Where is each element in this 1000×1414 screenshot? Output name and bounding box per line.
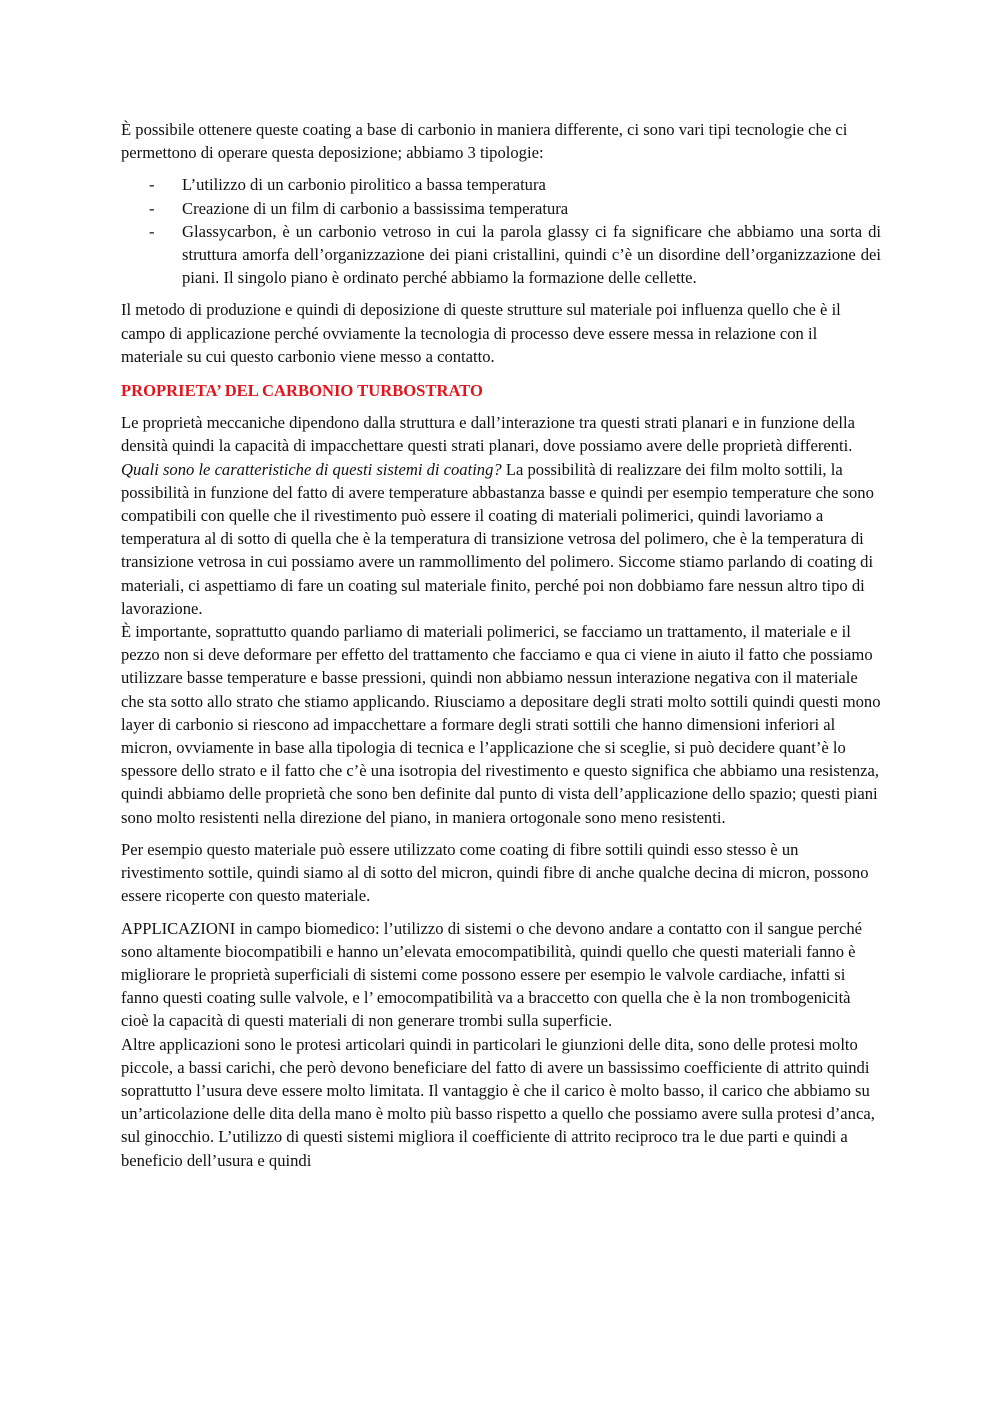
production-paragraph: Il metodo di produzione e quindi di deposizione di queste strutture sul materiale poi influenza quello che è il campo di applicazione perché ovviamente la tecnologia di processo deve essere messa in relazione con il materiale su cui questo carbonio viene messo a contatto. <box>121 300 841 366</box>
list-dash: - <box>149 175 155 195</box>
section-heading: PROPRIETA’ DEL CARBONIO TURBOSTRATO <box>121 381 483 401</box>
list-dash: - <box>149 198 155 218</box>
important-paragraph: È importante, soprattutto quando parliamo di materiali polimerici, se facciamo un trattamento, il materiale e il pezzo non si deve deformare per effetto del trattamento che facciamo e qua ci viene in aiuto il fatto che possiamo utilizzare basse temperature e basse pressioni, quindi non abbiamo nessun interazione negativa con il materiale che sta sotto allo strato che stiamo applicando. Riusciamo a depositare degli strati molto sottili quindi questi mono layer di carbonio si riescono ad impacchettare a formare degli strati sottili che hanno dimensioni inferiori al micron, ovviamente in base alla tipologia di tecnica e l’applicazione che si sceglie, si può decidere quant’è lo spessore dello strato e il fatto che c’è una isotropia del rivestimento e questo significa che abbiamo una resistenza, quindi abbiamo delle proprietà che sono ben definite dal punto di vista dell’applicazione dello spazio; questi piani sono molto resistenti nella direzione del piano, in maniera ortogonale sono meno resistenti. <box>121 622 881 827</box>
answer-text: La possibilità di realizzare dei film molto sottili, la possibilità in funzione del fatto di avere temperature abbastanza basse e quindi per esempio temperature che sono compatibili con quelle che il rivestimento può essere il coating di materiali polimerici, quindi lavoriamo a temperatura al di sotto di quella che è la temperatura di transizione vetrosa del polimero, che è la temperatura di transizione vetrosa in cui possiamo avere un rammollimento del polimero. Siccome stiamo parlando di coating di materiali, ci aspettiamo di fare un coating sul materiale finito, perché poi non dobbiamo fare nessun altro tipo di lavorazione. <box>121 459 874 618</box>
list-item-text: Creazione di un film di carbonio a bassissima temperatura <box>182 198 569 218</box>
question-paragraph <box>121 458 881 620</box>
applications-paragraph: APPLICAZIONI in campo biomedico: l’utilizzo di sistemi o che devono andare a contatto con il sangue perché sono altamente biocompatibili e hanno un’elevata emocompatibilità, quindi quello che questi materiali fanno è migliorare le proprietà superficiali di sistemi come possono essere per esempio le valvole cardiache, infatti si fanno questi coating sulle valvole, e l’ emocompatibilità va a braccetto con quella che è la non trombogenicità cioè la capacità di questi materiali di non generare trombi sulla superficie. <box>121 918 862 1031</box>
list-item-text: L’utilizzo di un carbonio pirolitico a bassa temperatura <box>182 175 546 195</box>
list-item-text: Glassycarbon, è un carbonio vetroso in cui la parola glassy ci fa significare che abbiamo una sorta di struttura amorfa dell’organizzazione dei piani cristallini, quindi c’è un disordine dell’organizzazione dei piani. Il singolo piano è ordinato perché abbiamo la formazione delle cellette. <box>182 221 881 288</box>
technology-list <box>121 173 881 289</box>
question-text: Quali sono le caratteristiche di questi sistemi di coating? <box>121 459 502 479</box>
list-item <box>121 197 881 220</box>
list-item <box>121 220 881 290</box>
other-applications-paragraph: Altre applicazioni sono le protesi articolari quindi in particolari le giunzioni delle dita, sono delle protesi molto piccole, a bassi carichi, che però devono beneficiare del fatto di avere un bassissimo coefficiente di attrito quindi soprattutto l’usura deve essere molto limitata. Il vantaggio è che il carico è molto basso, il carico che abbiamo su un’articolazione delle dita della mano è molto più basso rispetto a quello che possiamo avere sulla protesi d’anca, sul ginocchio. L’utilizzo di questi sistemi migliora il coefficiente di attrito reciproco tra le due parti e quindi a beneficio dell’usura e quindi <box>121 1034 875 1170</box>
list-dash: - <box>149 221 155 241</box>
properties-paragraph: Le proprietà meccaniche dipendono dalla struttura e dall’interazione tra questi strati planari e in funzione della densità quindi la capacità di impacchettare questi strati planari, dove possiamo avere delle proprietà differenti. <box>121 413 855 456</box>
example-paragraph: Per esempio questo materiale può essere utilizzato come coating di fibre sottili quindi esso stesso è un rivestimento sottile, quindi siamo al di sotto del micron, quindi fibre di anche qualche decina di micron, possono essere ricoperte con questo materiale. <box>121 839 869 906</box>
document-page <box>121 118 881 1172</box>
list-item <box>121 173 881 196</box>
intro-paragraph: È possibile ottenere queste coating a base di carbonio in maniera differente, ci sono vari tipi tecnologie che ci permettono di operare questa deposizione; abbiamo 3 tipologie: <box>121 120 848 163</box>
